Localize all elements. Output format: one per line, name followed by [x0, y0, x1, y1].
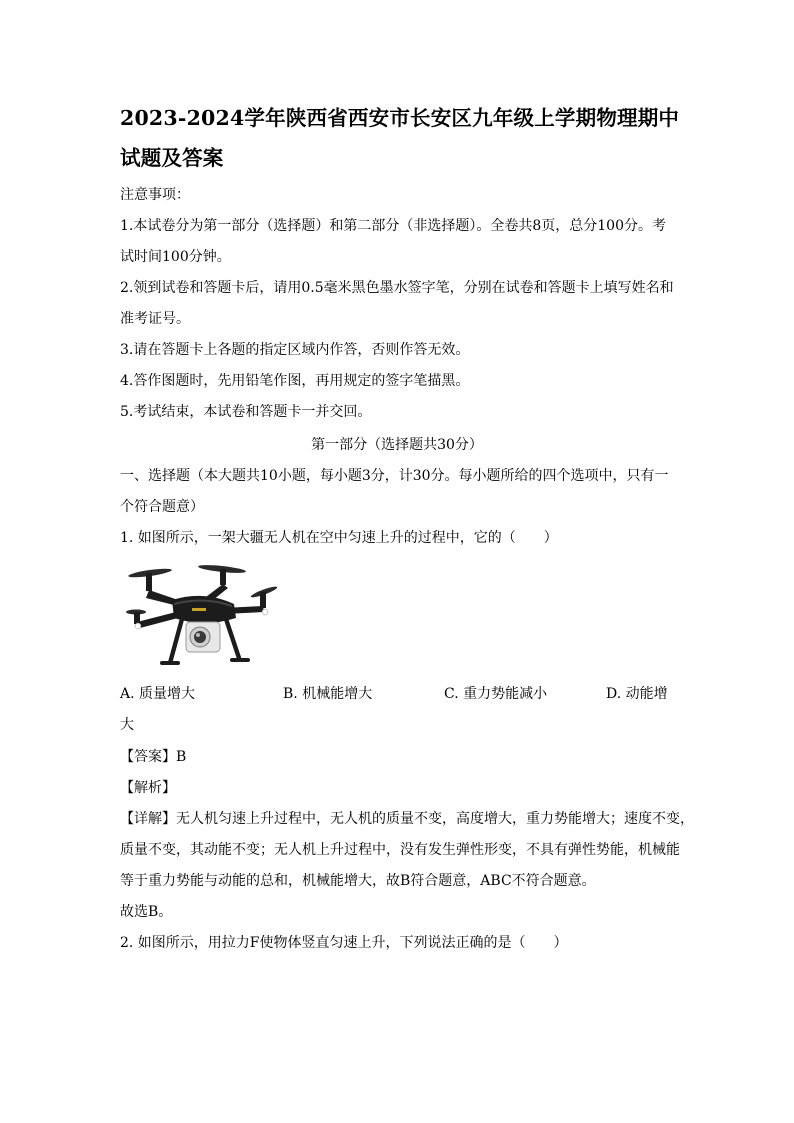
notice-item-4: 4.答作图题时，先用铅笔作图，再用规定的签字笔描黑。 — [120, 373, 470, 389]
question-1-stem: 1. 如图所示，一架大疆无人机在空中匀速上升的过程中，它的（ ） — [120, 530, 558, 546]
document-title — [120, 98, 680, 178]
question-1-option-a: A. 质量增大 — [120, 686, 196, 702]
question-1-answer: 【答案】B — [120, 749, 187, 765]
question-1-analysis-label: 【解析】 — [120, 780, 176, 796]
question-1-detail-2: 质量不变，其动能不变；无人机上升过程中，没有发生弹性形变，不具有弹性势能，机械能 — [120, 842, 680, 858]
notice-item-3: 3.请在答题卡上各题的指定区域内作答，否则作答无效。 — [120, 342, 470, 358]
title-line-1: 2023-2024学年陕西省西安市长安区九年级上学期物理期中 — [120, 106, 680, 130]
question-1-option-d: D. 动能增 — [606, 686, 668, 702]
title-line-2: 试题及答案 — [120, 146, 224, 170]
notice-item-5: 5.考试结束，本试卷和答题卡一并交回。 — [120, 404, 372, 420]
notice-heading: 注意事项： — [120, 187, 190, 203]
question-1-option-b: B. 机械能增大 — [283, 686, 373, 702]
notice-item-2: 2.领到试卷和答题卡后，请用0.5毫米黑色墨水签字笔，分别在试卷和答题卡上填写姓名和 — [120, 280, 674, 296]
notice-item-1-cont: 试时间100分钟。 — [120, 249, 231, 265]
question-1-detail-1: 【详解】无人机匀速上升过程中，无人机的质量不变，高度增大，重力势能增大；速度不变， — [120, 811, 694, 827]
notice-item-2-cont: 准考证号。 — [120, 311, 190, 327]
question-1-option-d-cont: 大 — [120, 717, 134, 733]
notice-item-1: 1.本试卷分为第一部分（选择题）和第二部分（非选择题）。全卷共8页，总分100分。考 — [120, 218, 666, 234]
question-1-option-c: C. 重力势能减小 — [444, 686, 548, 702]
drone-image — [124, 560, 280, 676]
part-one-heading: 第一部分（选择题共30分） — [311, 437, 483, 453]
section-instructions: 一、选择题（本大题共10小题，每小题3分，计30分。每小题所给的四个选项中，只有一 — [120, 468, 669, 484]
question-1-detail-3: 等于重力势能与动能的总和，机械能增大，故B符合题意，ABC不符合题意。 — [120, 873, 596, 889]
question-1-conclusion: 故选B。 — [120, 904, 173, 920]
question-2-stem: 2. 如图所示，用拉力F使物体竖直匀速上升，下列说法正确的是（ ） — [120, 935, 568, 951]
section-instructions-cont: 个符合题意） — [120, 499, 204, 515]
